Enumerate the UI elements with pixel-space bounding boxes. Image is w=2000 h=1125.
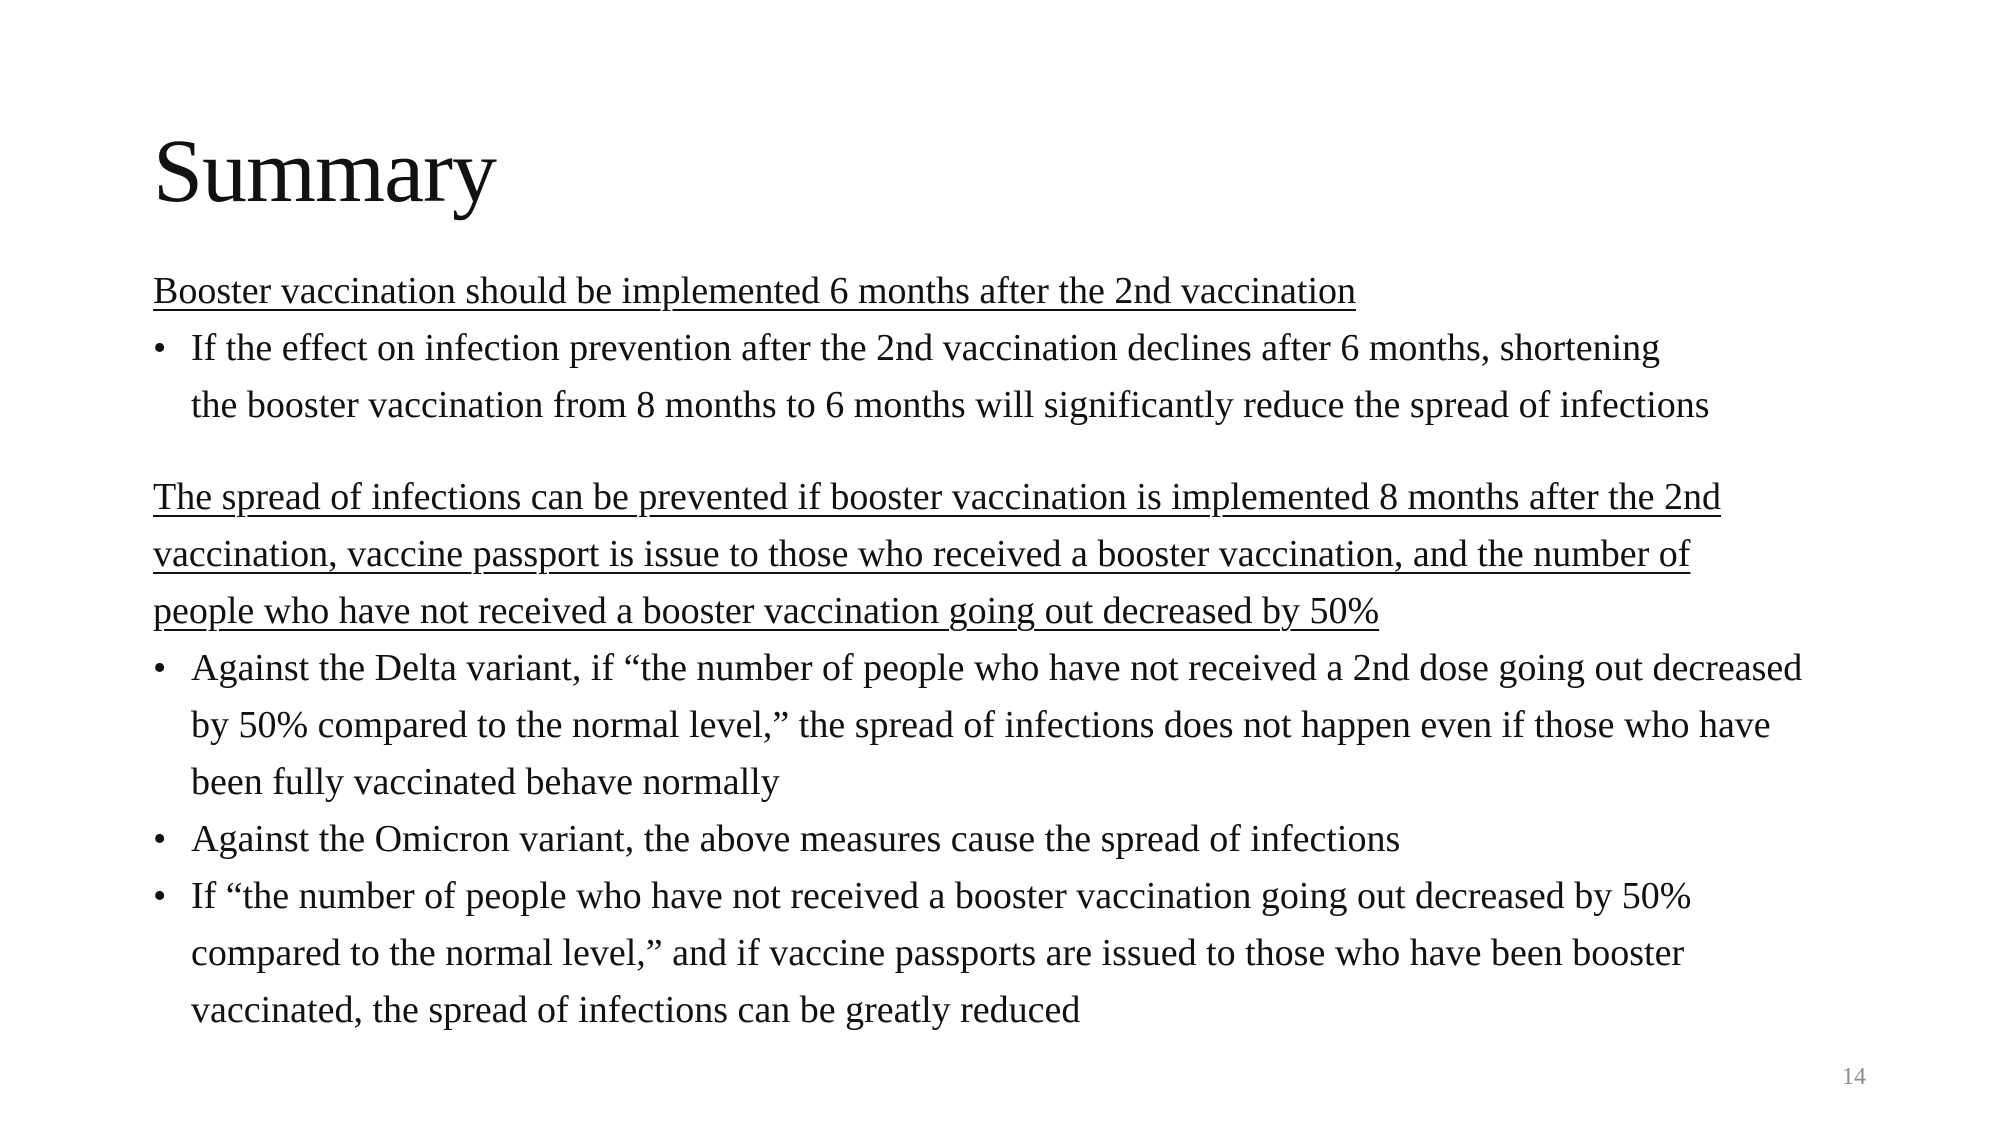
bullet-item: [153, 868, 1893, 1039]
slide-content: [153, 263, 1893, 1039]
bullet-marker: •: [153, 647, 167, 689]
section-heading-line: people who have not received a booster vaccination going out decreased by 50%: [153, 590, 1380, 632]
bullet-line: been fully vaccinated behave normally: [191, 761, 780, 803]
bullet-marker: •: [153, 818, 167, 860]
section-spacer: [153, 434, 1893, 469]
section-heading-line: Booster vaccination should be implemented 6 months after the 2nd vaccination: [153, 270, 1357, 312]
bullet-item: [153, 811, 1893, 868]
bullet-line: Against the Omicron variant, the above measures cause the spread of infections: [191, 818, 1401, 860]
bullet-line: Against the Delta variant, if “the number of people who have not received a 2nd dose going out decreased: [191, 647, 1803, 689]
bullet-marker: •: [153, 875, 167, 917]
slide-title: Summary: [153, 122, 496, 221]
section-heading: [153, 263, 1893, 320]
bullet-line: vaccinated, the spread of infections can be greatly reduced: [191, 989, 1081, 1031]
bullet-line: by 50% compared to the normal level,” the spread of infections does not happen even if those who have: [191, 704, 1771, 746]
section-heading-line: The spread of infections can be prevented if booster vaccination is implemented 8 months after the 2nd: [153, 476, 1722, 518]
bullet-item: [153, 640, 1893, 811]
section-booster-timing: [153, 263, 1893, 434]
bullet-line: compared to the normal level,” and if vaccine passports are issued to those who have been booster: [191, 932, 1685, 974]
page-number: 14: [1842, 1064, 1866, 1090]
section-heading-line: vaccination, vaccine passport is issue to those who received a booster vaccination, and the number of: [153, 533, 1691, 575]
section-heading: [153, 469, 1893, 640]
bullet-line: If “the number of people who have not received a booster vaccination going out decreased by 50%: [191, 875, 1692, 917]
bullet-marker: •: [153, 327, 167, 369]
bullet-list: [153, 320, 1893, 434]
section-infection-prevention: [153, 469, 1893, 1039]
bullet-line: If the effect on infection prevention after the 2nd vaccination declines after 6 months, shortening: [191, 327, 1661, 369]
bullet-item: [153, 320, 1893, 434]
bullet-list: [153, 640, 1893, 1039]
bullet-line: the booster vaccination from 8 months to 6 months will significantly reduce the spread of infections: [191, 384, 1710, 426]
